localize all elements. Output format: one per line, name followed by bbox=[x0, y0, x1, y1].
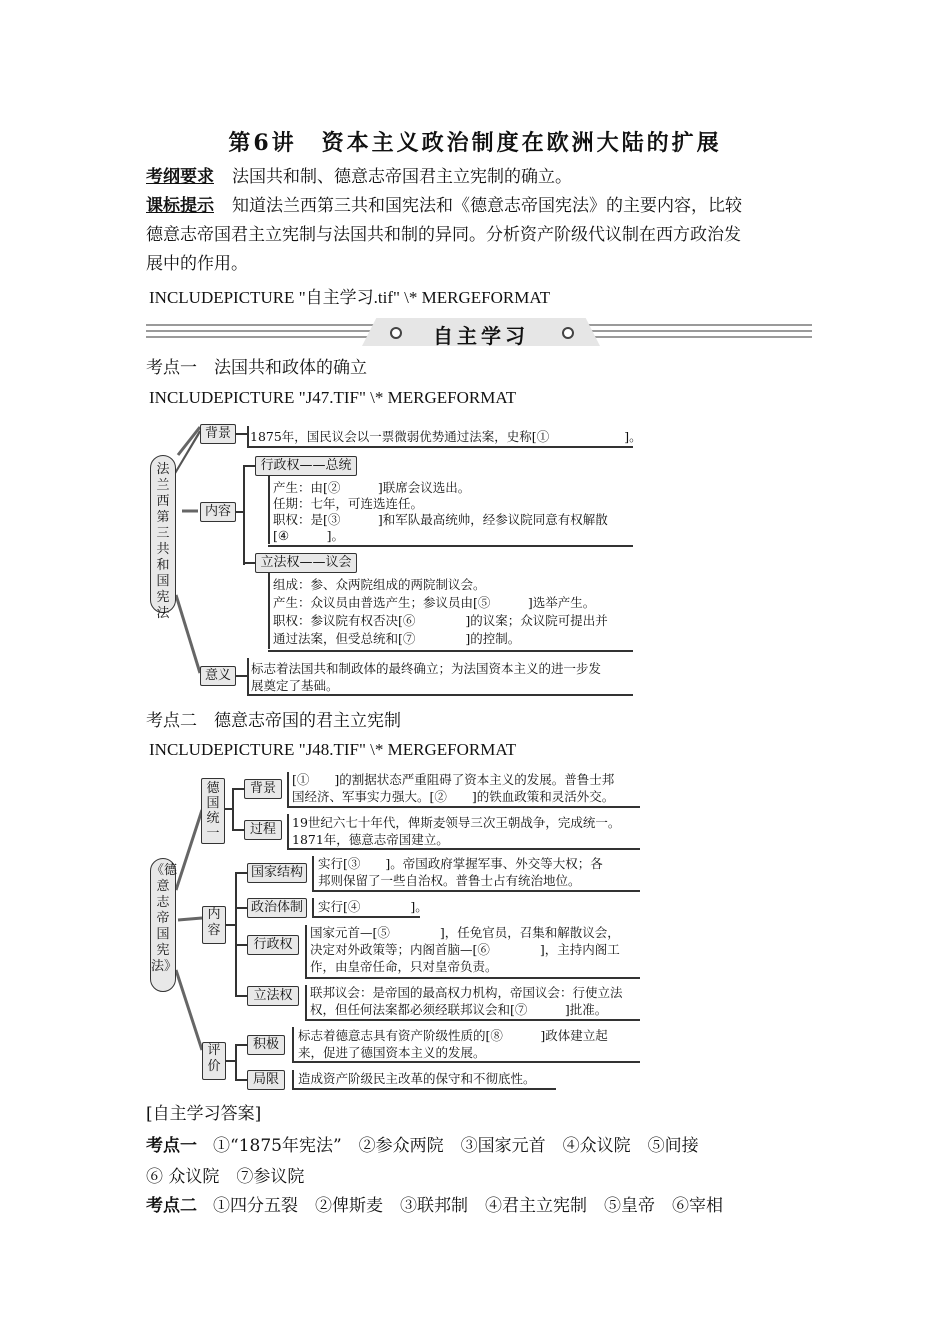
requirement-line bbox=[146, 163, 572, 192]
include-field-1: INCLUDEPICTURE "自主学习.tif" \* MERGEFORMAT bbox=[149, 288, 551, 307]
point2-heading: 考点二 德意志帝国的君主立宪制 bbox=[146, 711, 401, 731]
diagram2-root: 《德意志帝国宪法》 bbox=[150, 858, 176, 992]
answers-point2-line1: 考点二 ①四分五裂 ②俾斯麦 ③联邦制 ④君主立宪制 ⑤皇帝 ⑥宰相 bbox=[146, 1196, 723, 1216]
p2-process-label: 过程 bbox=[244, 820, 282, 840]
p2-exec-label: 行政权 bbox=[247, 935, 299, 955]
requirement-label: 考纲要求 bbox=[146, 167, 214, 187]
requirement-text: 法国共和制、德意志帝国君主立宪制的确立。 bbox=[232, 167, 572, 187]
p2-positive-label: 积极 bbox=[247, 1035, 285, 1055]
p1-exec-label: 行政权——总统 bbox=[255, 456, 357, 476]
diagram1-connectors bbox=[140, 415, 640, 700]
p2-unify-label: 德国统一 bbox=[201, 778, 225, 844]
include-field-3: INCLUDEPICTURE "J48.TIF" \* MERGEFORMAT bbox=[149, 740, 517, 759]
p2-content-label: 内容 bbox=[202, 906, 226, 944]
answers-point1-line2: ⑥ 众议院 ⑦参议院 bbox=[146, 1167, 305, 1187]
hint-line-3: 展中的作用。 bbox=[146, 254, 248, 274]
include-field-2: INCLUDEPICTURE "J47.TIF" \* MERGEFORMAT bbox=[149, 388, 517, 407]
p2-polity-label: 政治体制 bbox=[247, 898, 307, 918]
page-title: 第6讲 资本主义政治制度在欧洲大陆的扩展 bbox=[228, 130, 722, 156]
p2-background-label: 背景 bbox=[244, 779, 282, 799]
p1-content-label: 内容 bbox=[200, 502, 236, 522]
p2-evaluation-label: 评价 bbox=[202, 1042, 226, 1080]
hint-label: 课标提示 bbox=[146, 196, 214, 216]
answers-point1-line1: 考点一 ①“1875年宪法” ②参众两院 ③国家元首 ④众议院 ⑤间接 bbox=[146, 1136, 699, 1156]
diagram1-root: 法兰西第三共和国宪法 bbox=[150, 455, 176, 613]
hint-line-1: 课标提示 知道法兰西第三共和国宪法和《德意志帝国宪法》的主要内容，比较 bbox=[146, 196, 742, 216]
p1-leg-label: 立法权——议会 bbox=[255, 553, 357, 573]
p1-background-label: 背景 bbox=[200, 424, 236, 444]
p1-significance-label: 意义 bbox=[200, 666, 236, 686]
hint-line-2: 德意志帝国君主立宪制与法国共和制的异同。分析资产阶级代议制在西方政治发 bbox=[146, 225, 741, 245]
point1-heading: 考点一 法国共和政体的确立 bbox=[146, 358, 367, 378]
answers-heading: [自主学习答案] bbox=[146, 1104, 262, 1124]
section-banner: 自主学习 bbox=[433, 324, 529, 348]
p2-structure-label: 国家结构 bbox=[247, 863, 307, 883]
p2-leg-label: 立法权 bbox=[247, 986, 299, 1006]
p2-limitation-label: 局限 bbox=[247, 1070, 285, 1090]
p1-background-text: 1875年，国民议会以一票微弱优势通过法案，史称[① ]。 bbox=[250, 429, 642, 444]
